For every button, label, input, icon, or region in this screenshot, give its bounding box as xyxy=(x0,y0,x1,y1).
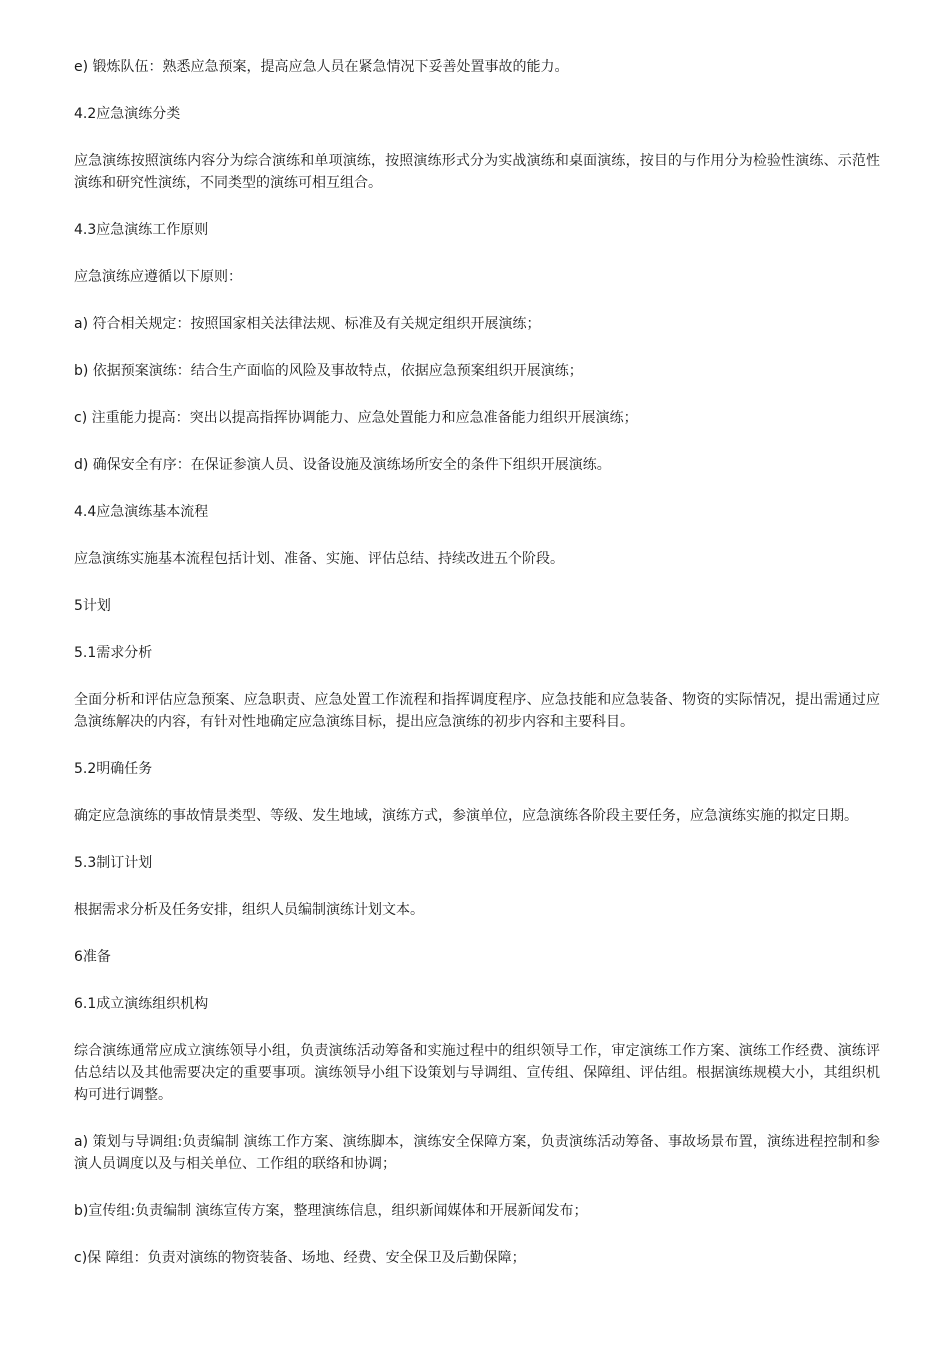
paragraph-define-tasks: 确定应急演练的事故情景类型、等级、发生地域，演练方式，参演单位，应急演练各阶段主要任务，应急演练实施的拟定日期。 xyxy=(74,808,858,824)
list-item-a-planning-group: a) 策划与导调组:负责编制 演练工作方案、演练脚本，演练安全保障方案，负责演练活动筹备、事故场景布置，演练进程控制和参演人员调度以及与相关单位、工作组的联络和协调； xyxy=(74,1134,880,1172)
list-item-e-train-team: e) 锻炼队伍：熟悉应急预案，提高应急人员在紧急情况下妥善处置事故的能力。 xyxy=(74,59,569,75)
paragraph-needs-analysis: 全面分析和评估应急预案、应急职责、应急处置工作流程和指挥调度程序、应急技能和应急装备、物资的实际情况，提出需通过应急演练解决的内容，有针对性地确定应急演练目标，提出应急演练的初步内容和主要科目。 xyxy=(74,692,880,730)
heading-5-1: 5.1需求分析 xyxy=(74,645,153,661)
list-item-a-regulations: a) 符合相关规定：按照国家相关法律法规、标准及有关规定组织开展演练； xyxy=(74,316,541,332)
heading-4-4: 4.4应急演练基本流程 xyxy=(74,504,209,520)
paragraph-principles-intro: 应急演练应遵循以下原则： xyxy=(74,269,242,285)
list-item-c-capability: c) 注重能力提高：突出以提高指挥协调能力、应急处置能力和应急准备能力组织开展演练； xyxy=(74,410,638,426)
list-item-d-safety: d) 确保安全有序：在保证参演人员、设备设施及演练场所安全的条件下组织开展演练。 xyxy=(74,457,611,473)
heading-6: 6准备 xyxy=(74,949,111,965)
heading-4-2: 4.2应急演练分类 xyxy=(74,106,181,122)
heading-5: 5计划 xyxy=(74,598,111,614)
paragraph-organization: 综合演练通常应成立演练领导小组，负责演练活动筹备和实施过程中的组织领导工作，审定演练工作方案、演练工作经费、演练评估总结以及其他需要决定的重要事项。演练领导小组下设策划与导调组、宣传组、保障组、评估组。根据演练规模大小，其组织机构可进行调整。 xyxy=(74,1043,880,1103)
heading-5-3: 5.3制订计划 xyxy=(74,855,153,871)
paragraph-make-plan: 根据需求分析及任务安排，组织人员编制演练计划文本。 xyxy=(74,902,424,918)
paragraph-drill-classification: 应急演练按照演练内容分为综合演练和单项演练，按照演练形式分为实战演练和桌面演练，按目的与作用分为检验性演练、示范性演练和研究性演练，不同类型的演练可相互组合。 xyxy=(74,153,880,191)
paragraph-basic-process: 应急演练实施基本流程包括计划、准备、实施、评估总结、持续改进五个阶段。 xyxy=(74,551,564,567)
list-item-b-publicity-group: b)宣传组:负责编制 演练宣传方案，整理演练信息，组织新闻媒体和开展新闻发布； xyxy=(74,1203,588,1219)
heading-4-3: 4.3应急演练工作原则 xyxy=(74,222,209,238)
list-item-b-plan-based: b) 依据预案演练：结合生产面临的风险及事故特点，依据应急预案组织开展演练； xyxy=(74,363,583,379)
document-body xyxy=(74,56,880,1294)
list-item-c-support-group: c)保 障组：负责对演练的物资装备、场地、经费、安全保卫及后勤保障； xyxy=(74,1250,526,1266)
heading-6-1: 6.1成立演练组织机构 xyxy=(74,996,209,1012)
heading-5-2: 5.2明确任务 xyxy=(74,761,153,777)
